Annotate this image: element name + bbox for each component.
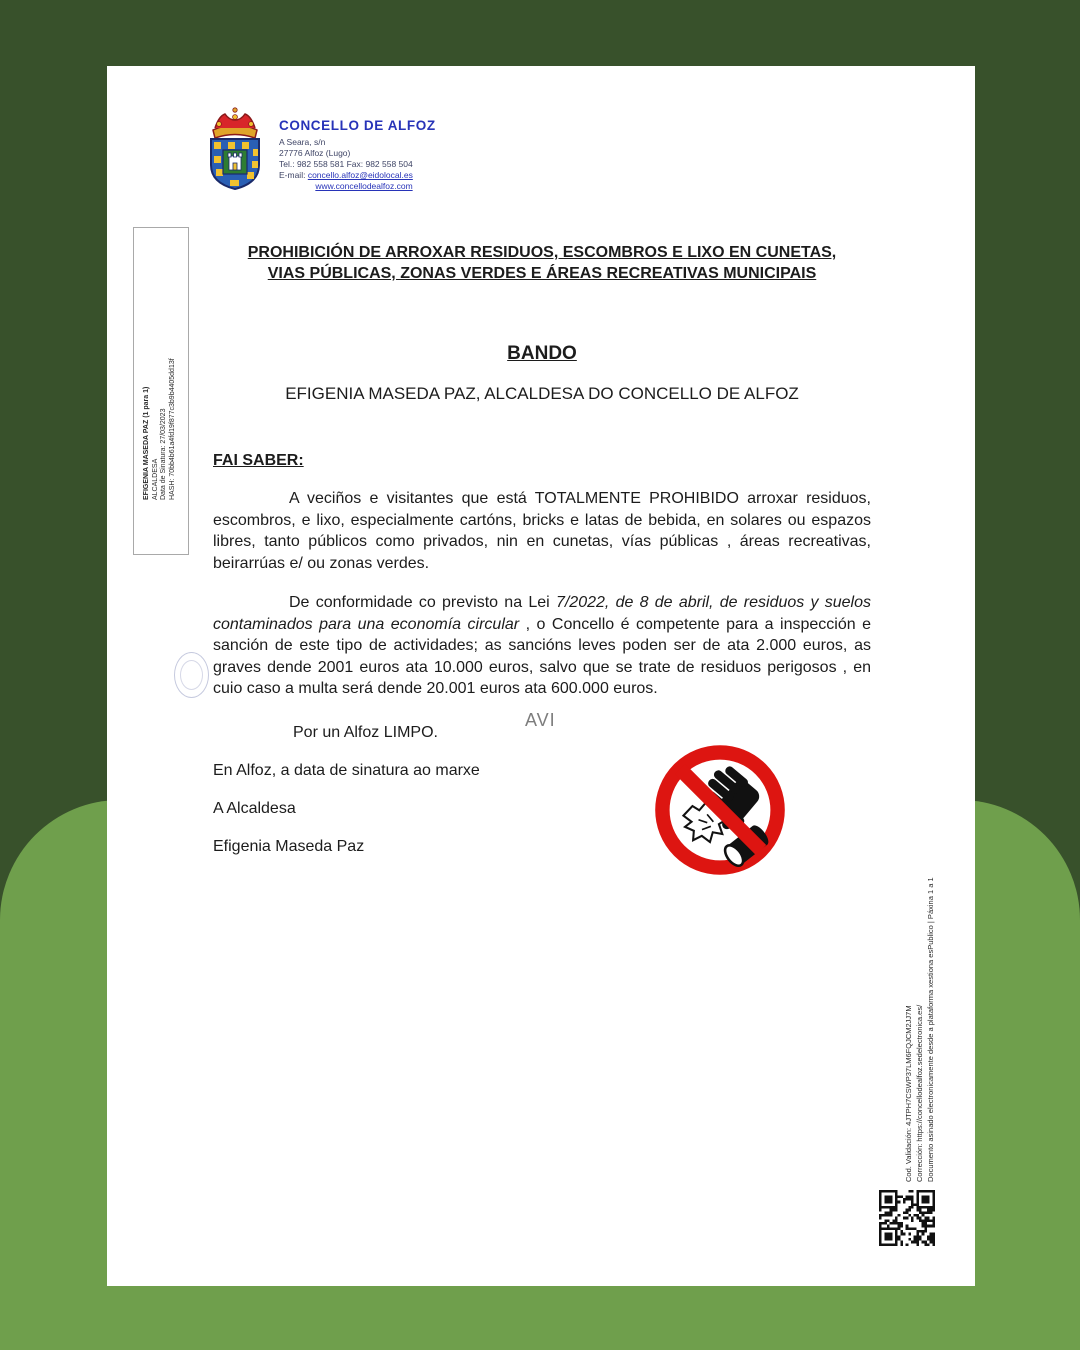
org-name: CONCELLO DE ALFOZ	[279, 118, 436, 133]
fai-saber-label: FAI SABER:	[213, 452, 304, 469]
paragraph-2	[213, 592, 871, 700]
title-line-2: VIAS PÚBLICAS, ZONAS VERDES E ÁREAS RECREATIVAS MUNICIPAIS	[267, 265, 817, 282]
bando-heading: BANDO	[507, 343, 577, 364]
paragraph-1: A veciños e visitantes que está TOTALMENTE PROHIBIDO arroxar residuos, escombros, e lixo, especialmente cartóns, bricks e latas de bebida, en solares ou espazos libres, tanto públicos como privados, nin en cunetas, vías públicas , áreas recreativas, beirarrúas e/ ou zonas verdes.	[213, 490, 871, 572]
email-link[interactable]: concello.alfoz@eidolocal.es	[307, 170, 413, 180]
coat-of-arms-icon	[203, 106, 267, 192]
stamp-role: ALCALDESA	[151, 458, 159, 500]
website-link[interactable]: www.concellodealfoz.com	[315, 181, 413, 191]
qr-code	[879, 1190, 935, 1246]
paragraph-2-law-title: 7/2022, de 8 de abril, de residuos y suelos contaminados para una economía circular	[213, 594, 872, 633]
place-date-line: En Alfoz, a data de sinatura ao marxe	[213, 762, 480, 779]
no-littering-icon	[648, 738, 792, 882]
stamp-date: Data de Sinatura: 27/03/2023	[160, 408, 167, 500]
stamp-signer: EFIGENIA MASEDA PAZ (1 para 1)	[143, 386, 150, 500]
electronic-signature-footer	[903, 828, 936, 1182]
platform-line: Documento asinado electronicamente desde a plataforma xestiona esPublico | Páxina 1 a 1	[926, 877, 935, 1182]
paragraph-2-rest: , o Concello é competente para a inspección e sanción de este tipo de actividades; as sancións leves poden ser de ata 2.000 euros, as graves dende 2001 euros ata 10.000 euros, salvo que se trate de residuos perigosos , en cuio caso a multa será dende 20.001 euros ata 600.000 euros.	[213, 615, 871, 697]
title-line-1: PROHIBICIÓN DE ARROXAR RESIDUOS, ESCOMBROS E LIXO EN CUNETAS,	[247, 244, 837, 261]
validation-code-line: Cod. Validación: 4JTPH7CSWP37LM6FQJCM2JJ7M	[904, 1005, 913, 1182]
document-page	[107, 66, 975, 1286]
mayor-line: EFIGENIA MASEDA PAZ, ALCALDESA DO CONCELLO DE ALFOZ	[285, 384, 799, 403]
signer-name: Efigenia Maseda Paz	[213, 838, 365, 855]
email-line	[279, 170, 539, 181]
document-title	[207, 242, 877, 284]
stamp-seal-icon	[174, 652, 209, 698]
letterhead	[279, 118, 539, 192]
address-line-2: 27776 Alfoz (Lugo)	[279, 148, 351, 158]
watermark-text: AVI	[525, 710, 556, 730]
paragraph-2-lead: De conformidade co previsto na Lei	[289, 594, 556, 611]
verification-url-line: Corrección: https://concellodealfoz.sedelectronica.es/	[915, 1004, 924, 1182]
stamp-hash: HASH: 70bb4b61a4fd19f877c3b9b4405dd13f	[168, 358, 176, 500]
closing-line: Por un Alfoz LIMPO.	[293, 724, 438, 741]
phone-line: Tel.: 982 558 581 Fax: 982 558 504	[279, 159, 413, 169]
role-line: A Alcaldesa	[213, 800, 296, 817]
address-line-1: A Seara, s/n	[279, 137, 326, 147]
signature-stamp-text	[143, 314, 177, 500]
email-label: E-mail:	[279, 170, 308, 180]
